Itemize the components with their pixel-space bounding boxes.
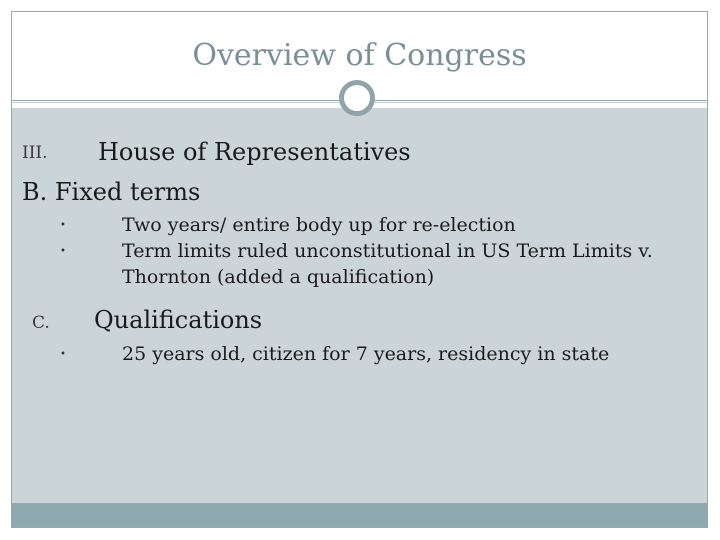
- bullet-dot: •: [60, 220, 66, 231]
- bullet-dot: •: [60, 246, 66, 257]
- subsection-b-heading: B. Fixed terms: [22, 178, 201, 206]
- b-bullet-2: Term limits ruled unconstitutional in US Term Limits v.: [122, 240, 653, 262]
- slide: [11, 11, 708, 528]
- footer-bar: [12, 503, 707, 527]
- ring-center: [352, 93, 362, 103]
- subsection-c-heading: Qualifications: [94, 306, 263, 334]
- c-bullet-1: 25 years old, citizen for 7 years, residency in state: [122, 343, 610, 365]
- b-bullet-1: Two years/ entire body up for re-election: [122, 214, 516, 236]
- content-area: [12, 108, 707, 503]
- section-heading: House of Representatives: [98, 138, 411, 166]
- slide-title: Overview of Congress: [192, 38, 527, 73]
- section-number: III.: [22, 143, 48, 163]
- b-bullet-2-cont: Thornton (added a qualification): [122, 266, 435, 288]
- subsection-c-letter: C.: [32, 313, 50, 333]
- ring-ornament-icon: [339, 80, 375, 116]
- bullet-dot: •: [60, 349, 66, 360]
